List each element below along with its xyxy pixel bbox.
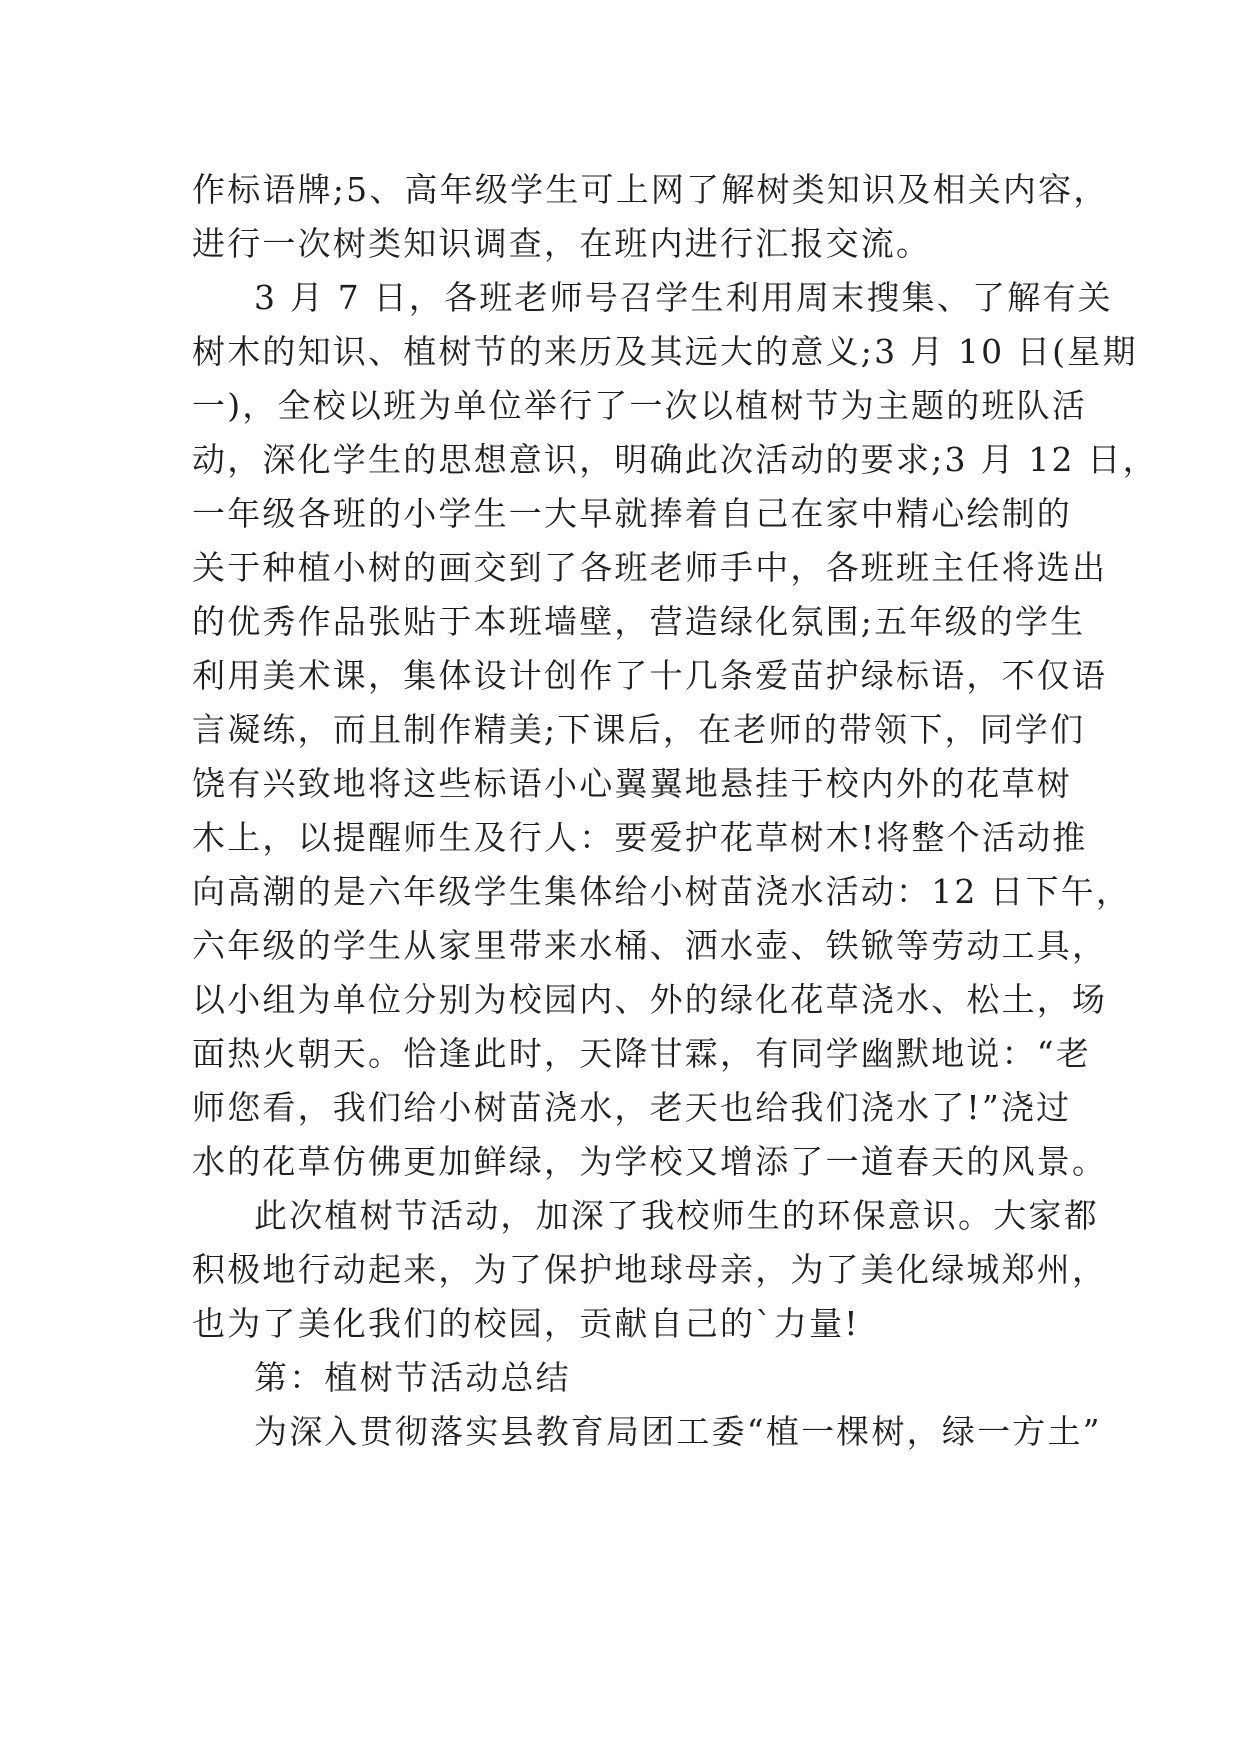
text-line: 言凝练，而且制作精美;下课后，在老师的带领下，同学们 — [192, 710, 1086, 749]
paragraph-start-line: 3 月 7 日，各班老师号召学生利用周末搜集、了解有关 — [254, 278, 1113, 317]
text-line: 动，深化学生的思想意识，明确此次活动的要求;3 月 12 日， — [192, 440, 1158, 479]
text-line: 师您看，我们给小树苗浇水，老天也给我们浇水了!”浇过 — [192, 1088, 1072, 1127]
text-line: 向高潮的是六年级学生集体给小树苗浇水活动：12 日下午， — [192, 872, 1132, 911]
text-line: 利用美术课，集体设计创作了十几条爱苗护绿标语，不仅语 — [192, 656, 1108, 695]
text-line: 面热火朝天。恰逢此时，天降甘霖，有同学幽默地说：“老 — [192, 1034, 1092, 1073]
text-line: 进行一次树类知识调查，在班内进行汇报交流。 — [192, 224, 932, 263]
text-line: 六年级的学生从家里带来水桶、洒水壶、铁锨等劳动工具， — [192, 926, 1108, 965]
paragraph-start-line: 为深入贯彻落实县教育局团工委“植一棵树，绿一方土” — [254, 1412, 1102, 1451]
text-line: 饶有兴致地将这些标语小心翼翼地悬挂于校内外的花草树 — [192, 764, 1072, 803]
section-heading: 第：植树节活动总结 — [254, 1358, 571, 1397]
text-line: 以小组为单位分别为校园内、外的绿化花草浇水、松土，场 — [192, 980, 1108, 1019]
text-line: 的优秀作品张贴于本班墙壁，营造绿化氛围;五年级的学生 — [192, 602, 1086, 641]
paragraph-start-line: 此次植树节活动，加深了我校师生的环保意识。大家都 — [254, 1196, 1099, 1235]
text-line: 木上，以提醒师生及行人：要爱护花草树木!将整个活动推 — [192, 818, 1088, 857]
text-line: 作标语牌;5、高年级学生可上网了解树类知识及相关内容， — [192, 170, 1109, 209]
text-line: 也为了美化我们的校园，贡献自己的`力量! — [192, 1304, 860, 1343]
text-line: 一年级各班的小学生一大早就捧着自己在家中精心绘制的 — [192, 494, 1072, 533]
text-line: 积极地行动起来，为了保护地球母亲，为了美化绿城郑州， — [192, 1250, 1108, 1289]
text-line: 一)，全校以班为单位举行了一次以植树节为主题的班队活 — [192, 386, 1088, 425]
text-line: 树木的知识、植树节的来历及其远大的意义;3 月 10 日(星期 — [192, 332, 1138, 371]
text-line: 关于种植小树的画交到了各班老师手中，各班班主任将选出 — [192, 548, 1108, 587]
text-line: 水的花草仿佛更加鲜绿，为学校又增添了一道春天的风景。 — [192, 1142, 1108, 1181]
